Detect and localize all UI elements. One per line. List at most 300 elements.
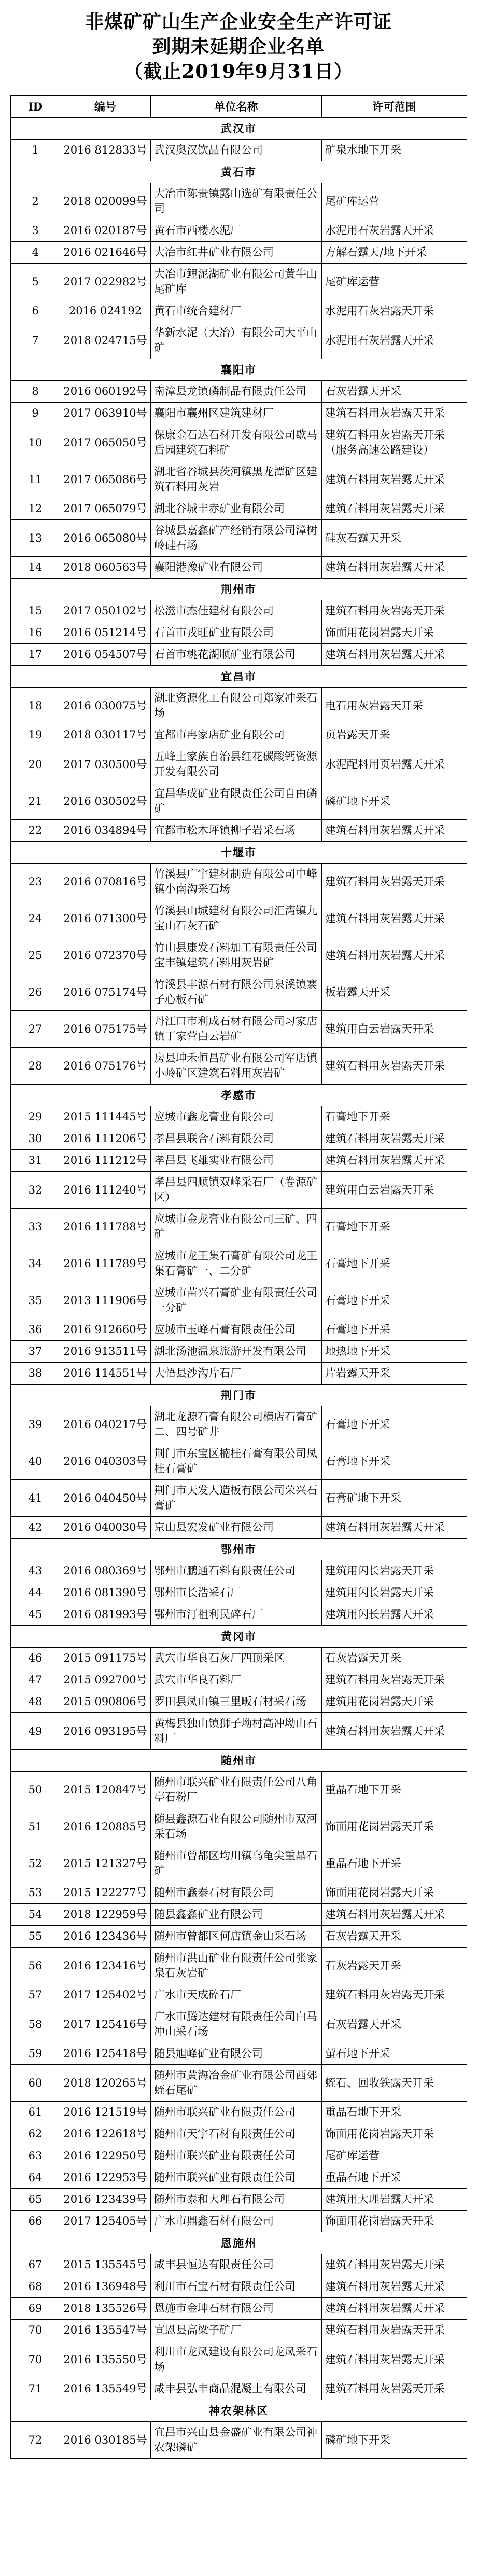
cell-license-number: 2017 050102号 [60,600,151,622]
cell-id: 11 [11,461,60,498]
cell-company-name: 随州市天宇石材有限责任公司 [151,2123,322,2145]
cell-id: 34 [11,1245,60,1282]
cell-id: 26 [11,974,60,1011]
section-region-label: 武汉市 [11,118,467,140]
cell-permit-scope: 建筑石料用灰岩露天开采 [322,900,467,937]
cell-license-number: 2016 125418号 [60,2043,151,2065]
cell-id: 7 [11,322,60,359]
table-row [11,183,467,220]
table-row [11,783,467,820]
cell-permit-scope: 石膏地下开采 [322,1443,467,1480]
table-row [11,2276,467,2298]
cell-permit-scope: 地热地下开采 [322,1341,467,1363]
table-row [11,2123,467,2145]
cell-permit-scope: 建筑石料用灰岩露天开采 [322,2254,467,2276]
table-row [11,1604,467,1626]
cell-company-name: 石首市戎旺矿业有限公司 [151,622,322,644]
table-row [11,820,467,842]
cell-license-number: 2016 070816号 [60,864,151,900]
table-row [11,557,467,579]
cell-company-name: 广水市天成碎石厂 [151,1984,322,2006]
table-row [11,498,467,520]
cell-company-name: 大悟县沙沟片石厂 [151,1363,322,1385]
table-row [11,2298,467,2320]
section-region-label: 黄冈市 [11,1626,467,1648]
table-row [11,1882,467,1904]
cell-license-number: 2016 051214号 [60,622,151,644]
cell-id: 30 [11,1128,60,1150]
table-row [11,1406,467,1443]
cell-id: 2 [11,183,60,220]
cell-license-number: 2016 120885号 [60,1808,151,1845]
cell-permit-scope: 建筑石料用灰岩露天开采 [322,1128,467,1150]
cell-license-number: 2016 135549号 [60,2378,151,2400]
cell-id: 72 [11,2422,60,2459]
cell-permit-scope: 建筑石料用灰岩露天开采 [322,1517,467,1539]
cell-license-number: 2016 081993号 [60,1604,151,1626]
cell-permit-scope: 石膏地下开采 [322,1209,467,1245]
cell-permit-scope: 重晶石地下开采 [322,1772,467,1808]
table-row [11,2341,467,2378]
cell-permit-scope: 建筑用花岗岩露天开采 [322,1691,467,1713]
cell-license-number: 2016 114551号 [60,1363,151,1385]
cell-permit-scope: 建筑石料用灰岩露天开采 [322,2341,467,2378]
cell-license-number: 2016 136948号 [60,2276,151,2298]
cell-license-number: 2016 071300号 [60,900,151,937]
cell-company-name: 南漳县龙镇磷制品有限责任公司 [151,381,322,403]
section-region-label: 恩施州 [11,2232,467,2254]
cell-id: 45 [11,1604,60,1626]
cell-company-name: 利川市石宝石材有限责任公司 [151,2276,322,2298]
cell-company-name: 武穴市华良石灰厂四顶采区 [151,1648,322,1669]
table-row [11,1245,467,1282]
table-row [11,2211,467,2232]
cell-id: 28 [11,1048,60,1085]
cell-permit-scope: 石灰岩露天开采 [322,1648,467,1669]
cell-id: 39 [11,1406,60,1443]
cell-permit-scope: 尾矿库运营 [322,2145,467,2167]
table-row [11,2254,467,2276]
cell-company-name: 大冶市鲤泥湖矿业有限公司黄牛山尾矿库 [151,264,322,300]
cell-id: 29 [11,1106,60,1128]
cell-license-number: 2016 123436号 [60,1926,151,1948]
section-region-label: 荆州市 [11,579,467,600]
header-id: ID [11,96,60,118]
cell-permit-scope: 磷矿地下开采 [322,783,467,820]
cell-company-name: 石首市桃花湖顺矿业有限公司 [151,644,322,666]
cell-permit-scope: 建筑用闪长岩露天开采 [322,1604,467,1626]
cell-id: 16 [11,622,60,644]
cell-company-name: 湖北谷城丰赤矿业有限公司 [151,498,322,520]
cell-company-name: 大冶市红井矿业有限公司 [151,242,322,264]
cell-company-name: 宜都市松木坪镇柳子岩采石场 [151,820,322,842]
cell-company-name: 湖北汤池温泉旅游开发有限公司 [151,1341,322,1363]
cell-company-name: 宜都市冉家店矿业有限公司 [151,724,322,746]
title-line-3: （截止2019年9月31日） [124,61,353,83]
cell-permit-scope: 重晶石地下开采 [322,1845,467,1882]
table-row [11,1845,467,1882]
cell-permit-scope: 石膏地下开采 [322,1406,467,1443]
table-row [11,1669,467,1691]
table-row [11,322,467,359]
cell-permit-scope: 尾矿库运营 [322,183,467,220]
cell-id: 70 [11,2341,60,2378]
table-row [11,1582,467,1604]
cell-id: 23 [11,864,60,900]
cell-id: 31 [11,1150,60,1172]
cell-company-name: 利川市龙凤建设有限公司龙凤采石场 [151,2341,322,2378]
cell-company-name: 大冶市陈贵镇露山选矿有限责任公司 [151,183,322,220]
cell-permit-scope: 建筑石料用灰岩露天开采 [322,2298,467,2320]
cell-license-number: 2016 040217号 [60,1406,151,1443]
cell-license-number: 2018 060563号 [60,557,151,579]
cell-id: 65 [11,2189,60,2211]
cell-company-name: 丹江口市利成石材有限公司习家店镇丁家营白云岩矿 [151,1011,322,1048]
table-row [11,900,467,937]
cell-id: 68 [11,2276,60,2298]
cell-permit-scope: 建筑石料用灰岩露天开采 [322,1984,467,2006]
cell-id: 33 [11,1209,60,1245]
table-row [11,937,467,974]
cell-id: 3 [11,220,60,242]
cell-license-number: 2016 123416号 [60,1948,151,1984]
table-row [11,1150,467,1172]
cell-id: 55 [11,1926,60,1948]
cell-id: 22 [11,820,60,842]
cell-company-name: 随州市洪山矿业有限责任公司张家泉石灰岩矿 [151,1948,322,1984]
table-row [11,1319,467,1341]
cell-company-name: 竹溪县丰源石材有限公司泉溪镇寨子心板石矿 [151,974,322,1011]
cell-company-name: 武穴市华良石料厂 [151,1669,322,1691]
cell-permit-scope: 建筑石料用灰岩露天开采 [322,498,467,520]
section-row [11,666,467,688]
cell-company-name: 五峰土家族自治县红花碳酸钙资源开发有限公司 [151,746,322,783]
cell-license-number: 2016 913511号 [60,1341,151,1363]
table-row [11,2006,467,2043]
cell-permit-scope: 建筑用闪长岩露天开采 [322,1560,467,1582]
cell-license-number: 2016 075174号 [60,974,151,1011]
table-row [11,974,467,1011]
cell-id: 62 [11,2123,60,2145]
cell-id: 18 [11,688,60,724]
cell-permit-scope: 饰面用花岗岩露天开采 [322,1882,467,1904]
cell-permit-scope: 片岩露天开采 [322,1363,467,1385]
cell-permit-scope: 石膏地下开采 [322,1106,467,1128]
document-title [0,0,477,95]
section-row [11,1750,467,1772]
cell-permit-scope: 硅灰石露天开采 [322,520,467,557]
cell-company-name: 竹溪县山城建材有限公司汇湾镇九宝山石灰石矿 [151,900,322,937]
cell-id: 9 [11,403,60,424]
cell-company-name: 孝昌县联合石料有限公司 [151,1128,322,1150]
cell-id: 8 [11,381,60,403]
cell-company-name: 襄阳港豫矿业有限公司 [151,557,322,579]
cell-company-name: 湖北资源化工有限公司郑家冲采石场 [151,688,322,724]
cell-license-number: 2015 092700号 [60,1669,151,1691]
table-row [11,2189,467,2211]
cell-permit-scope: 建筑石料用灰岩露天开采 [322,557,467,579]
cell-id: 47 [11,1669,60,1691]
cell-permit-scope: 建筑石料用灰岩露天开采 [322,1048,467,1085]
cell-company-name: 随县旭峰矿业有限公司 [151,2043,322,2065]
cell-license-number: 2016 040450号 [60,1480,151,1517]
cell-license-number: 2016 065080号 [60,520,151,557]
cell-license-number: 2017 022982号 [60,264,151,300]
table-row [11,2167,467,2189]
cell-id: 20 [11,746,60,783]
cell-company-name: 随州市泰和大理石有限公司 [151,2189,322,2211]
cell-company-name: 随州市鑫泰石材有限公司 [151,1882,322,1904]
cell-permit-scope: 水泥用石灰岩露天开采 [322,322,467,359]
cell-id: 56 [11,1948,60,1984]
cell-permit-scope: 建筑石料用灰岩露天开采 [322,600,467,622]
cell-license-number: 2015 121327号 [60,1845,151,1882]
cell-license-number: 2016 122950号 [60,2145,151,2167]
cell-id: 61 [11,2102,60,2123]
cell-id: 69 [11,2298,60,2320]
cell-id: 38 [11,1363,60,1385]
cell-permit-scope: 建筑石料用灰岩露天开采 [322,820,467,842]
cell-company-name: 黄梅县独山镇狮子坳村高冲坳山石料厂 [151,1713,322,1750]
cell-company-name: 孝昌县飞雄实业有限公司 [151,1150,322,1172]
cell-license-number: 2016 080369号 [60,1560,151,1582]
cell-permit-scope: 水泥配料用页岩露天开采 [322,746,467,783]
cell-id: 13 [11,520,60,557]
table-row [11,1648,467,1669]
cell-company-name: 随州市黄海冶金矿业有限公司西郊蛭石尾矿 [151,2065,322,2102]
header-license-number: 编号 [60,96,151,118]
cell-company-name: 宣恩县高梁子矿厂 [151,2320,322,2341]
cell-company-name: 随州市联兴矿业有限责任公司 [151,2102,322,2123]
table-row [11,520,467,557]
cell-id: 4 [11,242,60,264]
section-row [11,1385,467,1406]
cell-permit-scope: 饰面用花岗岩露天开采 [322,2123,467,2145]
cell-company-name: 荆门市天发人造板有限公司荣兴石膏矿 [151,1480,322,1517]
header-company-name: 单位名称 [151,96,322,118]
section-row [11,1626,467,1648]
cell-company-name: 应城市玉峰石膏有限责任公司 [151,1319,322,1341]
cell-id: 36 [11,1319,60,1341]
table-row [11,1808,467,1845]
cell-license-number: 2018 020099号 [60,183,151,220]
table-row [11,2422,467,2459]
table-row [11,1172,467,1209]
cell-id: 60 [11,2065,60,2102]
cell-id: 6 [11,300,60,322]
cell-permit-scope: 水泥用石灰岩露天开采 [322,220,467,242]
cell-id: 19 [11,724,60,746]
cell-company-name: 广水市鼎鑫石材有限公司 [151,2211,322,2232]
cell-permit-scope: 饰面用花岗岩露天开采 [322,1808,467,1845]
cell-permit-scope: 建筑用大理岩露天开采 [322,2189,467,2211]
cell-permit-scope: 建筑石料用灰岩露天开采 [322,2276,467,2298]
cell-license-number: 2018 030117号 [60,724,151,746]
cell-license-number: 2016 040030号 [60,1517,151,1539]
cell-id: 51 [11,1808,60,1845]
cell-company-name: 宜昌市兴山县金盛矿业有限公司神农架磷矿 [151,2422,322,2459]
cell-id: 57 [11,1984,60,2006]
cell-permit-scope: 建筑石料用灰岩露天开采（服务高速公路建设） [322,424,467,461]
cell-company-name: 鄂州市长浩采石厂 [151,1582,322,1604]
cell-id: 27 [11,1011,60,1048]
cell-company-name: 房县坤禾恒昌矿业有限公司军店镇小岭矿区建筑石料用灰岩矿 [151,1048,322,1085]
table-row [11,1480,467,1517]
cell-company-name: 随州市联兴矿业有限责任公司 [151,2167,322,2189]
table-row [11,1106,467,1128]
cell-permit-scope: 页岩露天开采 [322,724,467,746]
cell-id: 66 [11,2211,60,2232]
cell-company-name: 应城市金龙膏业有限公司三矿、四矿 [151,1209,322,1245]
cell-license-number: 2016 034894号 [60,820,151,842]
cell-license-number: 2016 030185号 [60,2422,151,2459]
table-row [11,1948,467,1984]
cell-company-name: 应城市苗兴石膏矿业有限责任公司一分矿 [151,1282,322,1319]
cell-id: 63 [11,2145,60,2167]
cell-permit-scope: 建筑石料用灰岩露天开采 [322,864,467,900]
title-line-2: 到期未延期企业名单 [152,36,325,58]
cell-permit-scope: 石灰岩露天开采 [322,381,467,403]
table-row [11,1517,467,1539]
cell-permit-scope: 饰面用花岗岩露天开采 [322,622,467,644]
cell-license-number: 2017 125405号 [60,2211,151,2232]
cell-license-number: 2016 030502号 [60,783,151,820]
table-row [11,220,467,242]
cell-license-number: 2016 121519号 [60,2102,151,2123]
table-row [11,600,467,622]
cell-id: 32 [11,1172,60,1209]
table-row [11,746,467,783]
table-row [11,403,467,424]
section-region-label: 十堰市 [11,842,467,864]
cell-id: 24 [11,900,60,937]
cell-company-name: 鄂州市汀祖利民碎石厂 [151,1604,322,1626]
table-row [11,1926,467,1948]
section-region-label: 宜昌市 [11,666,467,688]
cell-permit-scope: 建筑石料用灰岩露天开采 [322,2320,467,2341]
cell-company-name: 随县鑫鑫矿业有限公司 [151,1904,322,1926]
cell-license-number: 2013 111906号 [60,1282,151,1319]
cell-id: 14 [11,557,60,579]
cell-id: 41 [11,1480,60,1517]
cell-id: 70 [11,2320,60,2341]
cell-permit-scope: 电石用灰岩露天开采 [322,688,467,724]
table-row [11,242,467,264]
cell-license-number: 2015 122277号 [60,1882,151,1904]
cell-id: 21 [11,783,60,820]
cell-permit-scope: 石灰岩露天开采 [322,1926,467,1948]
cell-id: 71 [11,2378,60,2400]
section-row [11,1539,467,1560]
table-row [11,688,467,724]
table-row [11,1363,467,1385]
cell-id: 64 [11,2167,60,2189]
table-row [11,864,467,900]
table-row [11,1713,467,1750]
cell-id: 1 [11,140,60,161]
cell-permit-scope: 板岩露天开采 [322,974,467,1011]
cell-id: 52 [11,1845,60,1882]
cell-company-name: 湖北龙源石膏有限公司横店石膏矿二、四号矿井 [151,1406,322,1443]
cell-license-number: 2017 065050号 [60,424,151,461]
cell-license-number: 2016 081390号 [60,1582,151,1604]
cell-company-name: 黄石市西楼水泥厂 [151,220,322,242]
cell-permit-scope: 水泥用石灰岩露天开采 [322,300,467,322]
cell-license-number: 2017 065086号 [60,461,151,498]
cell-id: 44 [11,1582,60,1604]
cell-license-number: 2017 125416号 [60,2006,151,2043]
cell-id: 53 [11,1882,60,1904]
cell-license-number: 2016 072370号 [60,937,151,974]
cell-permit-scope: 萤石地下开采 [322,2043,467,2065]
cell-license-number: 2015 135545号 [60,2254,151,2276]
cell-id: 58 [11,2006,60,2043]
cell-permit-scope: 石膏地下开采 [322,1319,467,1341]
cell-id: 15 [11,600,60,622]
cell-permit-scope: 石膏矿地下开采 [322,1480,467,1517]
cell-id: 12 [11,498,60,520]
cell-license-number: 2016 135547号 [60,2320,151,2341]
cell-license-number: 2015 120847号 [60,1772,151,1808]
cell-license-number: 2018 135526号 [60,2298,151,2320]
section-region-label: 鄂州市 [11,1539,467,1560]
cell-company-name: 华新水泥（大冶）有限公司大平山矿 [151,322,322,359]
table-header-row [11,96,467,118]
cell-company-name: 武汉奥汉饮品有限公司 [151,140,322,161]
cell-license-number: 2016 135550号 [60,2341,151,2378]
cell-permit-scope: 石膏地下开采 [322,1282,467,1319]
cell-license-number: 2016 030075号 [60,688,151,724]
cell-permit-scope: 方解石露天/地下开采 [322,242,467,264]
section-region-label: 孝感市 [11,1085,467,1106]
cell-company-name: 罗田县凤山镇三里畈石材采石场 [151,1691,322,1713]
cell-company-name: 保康金石达石材开发有限公司歇马后园建筑石料矿 [151,424,322,461]
cell-id: 35 [11,1282,60,1319]
cell-license-number: 2016 075175号 [60,1011,151,1048]
cell-license-number: 2016 122618号 [60,2123,151,2145]
cell-license-number: 2015 090806号 [60,1691,151,1713]
cell-permit-scope: 建筑用白云岩露天开采 [322,1011,467,1048]
cell-license-number: 2016 075176号 [60,1048,151,1085]
cell-license-number: 2017 063910号 [60,403,151,424]
section-region-label: 荆门市 [11,1385,467,1406]
cell-license-number: 2016 111788号 [60,1209,151,1245]
cell-license-number: 2016 060192号 [60,381,151,403]
cell-company-name: 随州市曾都区何店镇金山采石场 [151,1926,322,1948]
cell-license-number: 2016 912660号 [60,1319,151,1341]
section-row [11,118,467,140]
cell-permit-scope: 石灰岩露天开采 [322,2006,467,2043]
cell-permit-scope: 矿泉水地下开采 [322,140,467,161]
table-row [11,1443,467,1480]
cell-license-number: 2018 024715号 [60,322,151,359]
table-row [11,2043,467,2065]
cell-license-number: 2018 122959号 [60,1904,151,1926]
cell-permit-scope: 磷矿地下开采 [322,2422,467,2459]
table-row [11,1341,467,1363]
cell-id: 48 [11,1691,60,1713]
cell-permit-scope: 重晶石地下开采 [322,2167,467,2189]
cell-permit-scope: 石灰岩露天开采 [322,1948,467,1984]
table-row [11,264,467,300]
cell-license-number: 2016 024192 [60,300,151,322]
cell-company-name: 随州市联兴矿业有限责任公司八角亭石粉厂 [151,1772,322,1808]
cell-permit-scope: 建筑用白云岩露天开采 [322,1172,467,1209]
cell-license-number: 2016 054507号 [60,644,151,666]
table-row [11,1691,467,1713]
cell-license-number: 2016 123439号 [60,2189,151,2211]
cell-company-name: 黄石市统合建材厂 [151,300,322,322]
